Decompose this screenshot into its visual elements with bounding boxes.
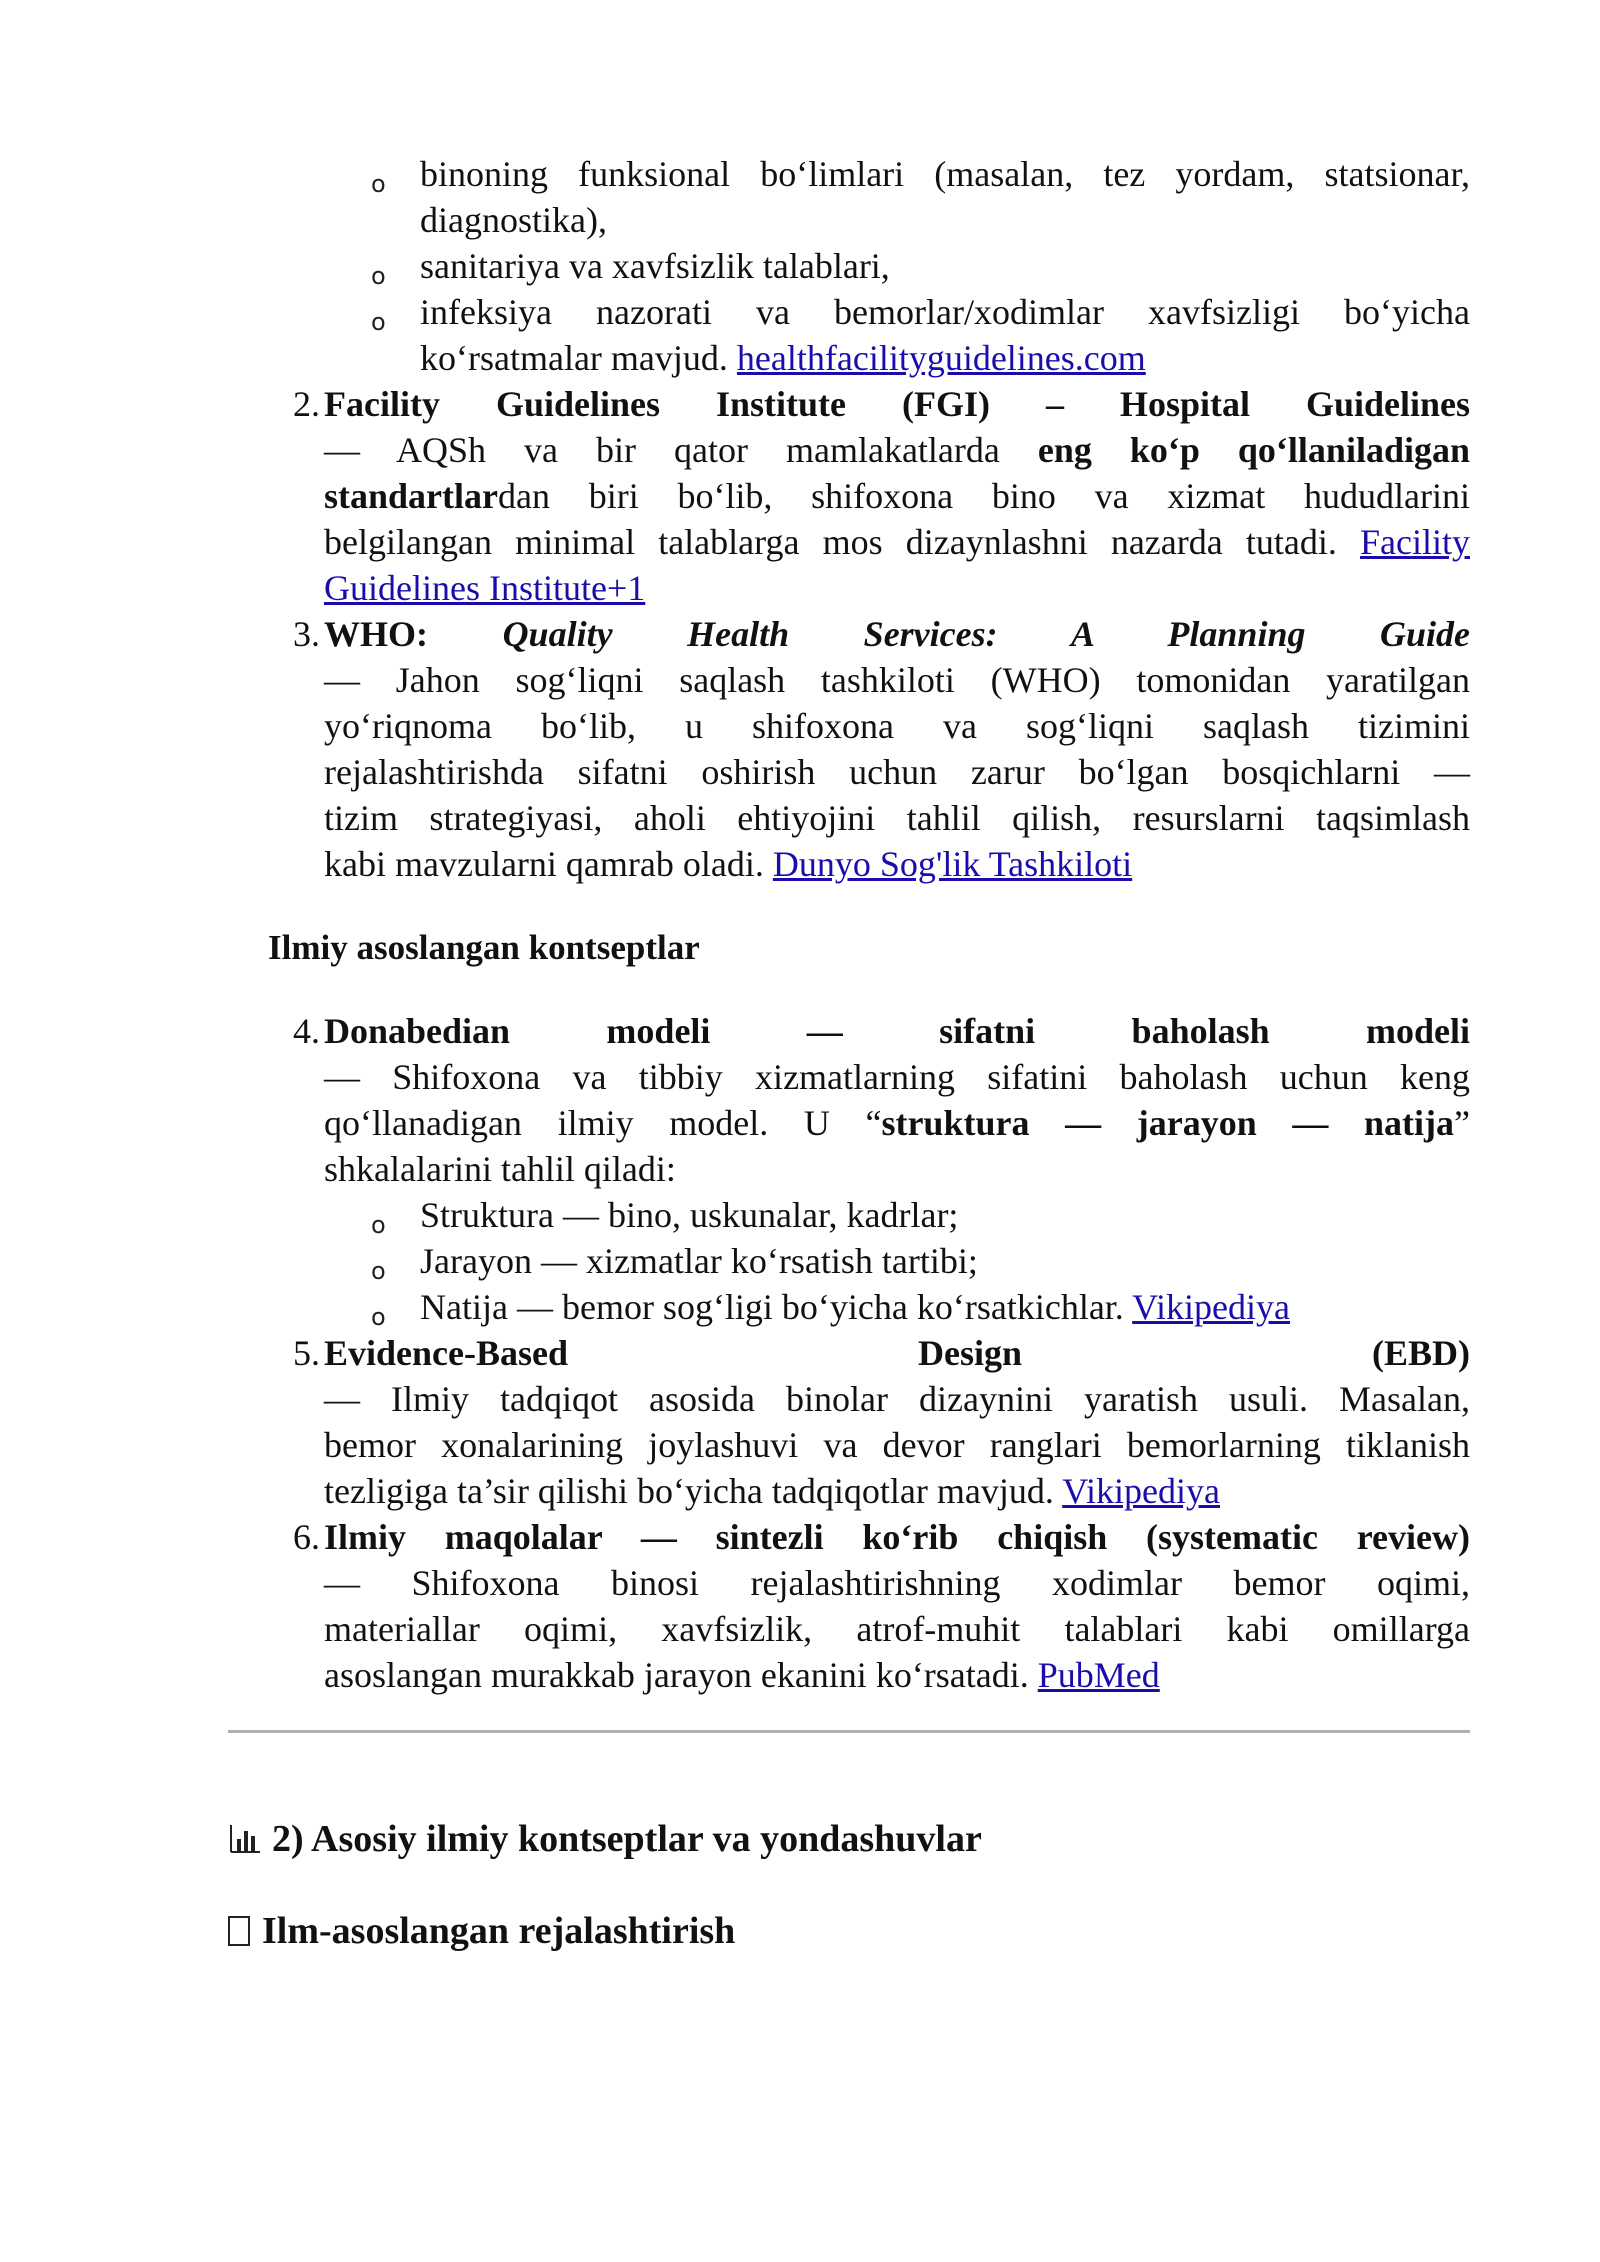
sub-item-text: binoning funksional bo‘limlari (masalan, tez yordam, statsionar, <box>420 154 1470 194</box>
item-text: tizim strategiyasi, aholi ehtiyojini tahlil qilish, resurslarni taqsimlash <box>324 798 1470 838</box>
item-text-last: kabi mavzularni qamrab oladi. Dunyo Sog'lik Tashkiloti <box>324 844 1133 884</box>
link-healthfacilityguidelines[interactable]: healthfacilityguidelines.com <box>736 338 1146 378</box>
heading-asosiy-kontseptlar: 2) Asosiy ilmiy kontseptlar va yondashuvlar <box>228 1816 982 1862</box>
list-number: 2. <box>293 384 320 424</box>
sub-item-text: Struktura — bino, uskunalar, kadrlar; <box>420 1195 959 1235</box>
item-text: qo‘llanadigan ilmiy model. U “struktura — jarayon — natija” <box>324 1103 1470 1143</box>
item-title: Evidence-Based Design (EBD) <box>324 1333 1470 1373</box>
sub-item-line <box>420 335 1470 381</box>
link-pubmed[interactable]: PubMed <box>1037 1655 1160 1695</box>
item-title: WHO: Quality Health Services: A Planning Guide <box>324 614 1471 654</box>
item-text: belgilangan minimal talablarga mos dizaynlashni nazarda tutadi. Facility <box>324 522 1470 562</box>
sub-bullet-marker: o <box>371 1211 386 1239</box>
list-number: 6. <box>293 1517 320 1557</box>
item-text: yo‘riqnoma bo‘lib, u shifoxona va sog‘liqni saqlash tizimini <box>324 706 1470 746</box>
list-number: 5. <box>293 1333 320 1373</box>
item-text: — AQSh va bir qator mamlakatlarda eng ko‘p qo‘llaniladigan <box>324 430 1470 470</box>
list-number: 3. <box>293 614 320 654</box>
item-text: rejalashtirishda sifatni oshirish uchun zarur bo‘lgan bosqichlarni — <box>324 752 1470 792</box>
sub-bullet-marker: o <box>371 1303 386 1331</box>
item-title: Donabedian modeli — sifatni baholash modeli <box>324 1011 1470 1051</box>
horizontal-divider <box>228 1730 1470 1733</box>
sub-item-text: infeksiya nazorati va bemorlar/xodimlar xavfsizligi bo‘yicha <box>420 292 1470 332</box>
link-facility-guidelines-cont[interactable]: Guidelines Institute+1 <box>324 568 646 608</box>
item-text-last: asoslangan murakkab jarayon ekanini ko‘rsatadi. PubMed <box>324 1655 1160 1695</box>
item-link-line <box>324 565 1470 611</box>
item-text-last: tezligiga ta’sir qilishi bo‘yicha tadqiqotlar mavjud. Vikipediya <box>324 1471 1220 1511</box>
link-vikipediya[interactable]: Vikipediya <box>1132 1287 1290 1327</box>
sub-item-text: ko‘rsatmalar mavjud. <box>420 338 728 378</box>
item-text: — Shifoxona va tibbiy xizmatlarning sifatini baholash uchun keng <box>324 1057 1470 1097</box>
item-text: — Jahon sog‘liqni saqlash tashkiloti (WHO) tomonidan yaratilgan <box>324 660 1470 700</box>
sub-item-line: Natija — bemor sog‘ligi bo‘yicha ko‘rsatkichlar. Vikipediya <box>420 1287 1290 1327</box>
item-title: Ilmiy maqolalar — sintezli ko‘rib chiqish (systematic review) <box>324 1517 1470 1557</box>
link-vikipediya[interactable]: Vikipediya <box>1062 1471 1220 1511</box>
sub-bullet-marker: o <box>371 262 386 290</box>
item-text: bemor xonalarining joylashuvi va devor ranglari bemorlarning tiklanish <box>324 1425 1470 1465</box>
item-text: standartlardan biri bo‘lib, shifoxona bino va xizmat hududlarini <box>324 476 1470 516</box>
section-heading: Ilmiy asoslangan kontseptlar <box>268 928 700 967</box>
sub-bullet-marker: o <box>371 1257 386 1285</box>
item-text: — Ilmiy tadqiqot asosida binolar dizaynini yaratish usuli. Masalan, <box>324 1379 1470 1419</box>
heading-ilm-asoslangan: Ilm-asoslangan rejalashtirish <box>228 1908 735 1954</box>
item-title: Facility Guidelines Institute (FGI) – Hospital Guidelines <box>324 384 1470 424</box>
sub-bullet-marker: o <box>371 308 386 336</box>
bar-chart-icon <box>228 1820 262 1854</box>
sub-bullet-marker: o <box>371 170 386 198</box>
sub-item-text: diagnostika), <box>420 200 607 240</box>
list-number: 4. <box>293 1011 320 1051</box>
sub-item-text: sanitariya va xavfsizlik talablari, <box>420 246 890 286</box>
link-facility-guidelines[interactable]: Facility <box>1360 522 1470 562</box>
missing-glyph-box-icon <box>228 1916 250 1946</box>
item-text: shkalalarini tahlil qiladi: <box>324 1149 676 1189</box>
item-text: materiallar oqimi, xavfsizlik, atrof-muhit talablari kabi omillarga <box>324 1609 1470 1649</box>
sub-item-text: Jarayon — xizmatlar ko‘rsatish tartibi; <box>420 1241 978 1281</box>
item-text: — Shifoxona binosi rejalashtirishning xodimlar bemor oqimi, <box>324 1563 1470 1603</box>
link-who[interactable]: Dunyo Sog'lik Tashkiloti <box>772 844 1133 884</box>
